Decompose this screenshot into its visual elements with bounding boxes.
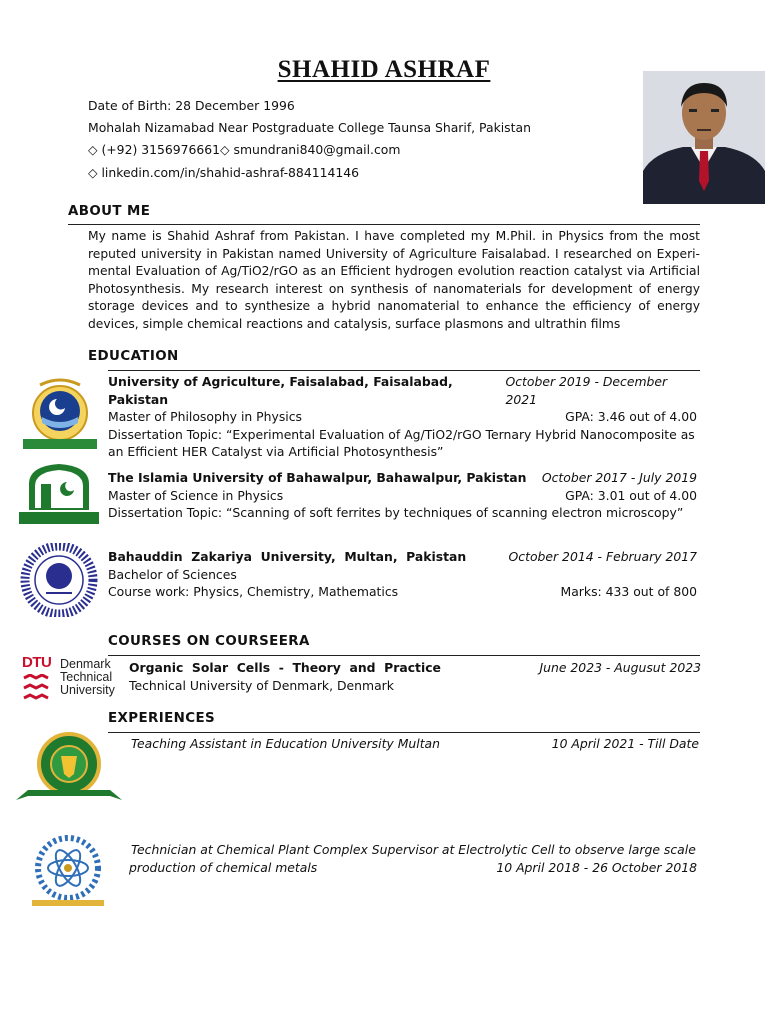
date-of-birth: Date of Birth: 28 December 1996 — [88, 98, 295, 113]
gpa: GPA: 3.46 out of 4.00 — [565, 409, 697, 424]
dtu-wordmark: Denmark Technical University — [60, 657, 115, 697]
candidate-name: SHAHID ASHRAF — [277, 56, 491, 83]
date-range: 10 April 2021 - Till Date — [551, 736, 699, 751]
dissertation-topic: Dissertation Topic: “Scanning of soft ferrites by techniques of scanning electron microscopy” — [108, 505, 684, 520]
education-divider — [108, 370, 700, 371]
marks: Marks: 433 out of 800 — [560, 584, 697, 599]
education-university-logo — [16, 730, 122, 804]
date-range: October 2019 - December 2021 — [505, 374, 668, 407]
iub-logo — [19, 462, 99, 525]
gpa: GPA: 3.01 out of 4.00 — [565, 487, 697, 503]
about-text: My name is Shahid Ashraf from Pakistan. I have completed my M.Phil. in Physics from the most reputed university in Pakistan named University of Agriculture Faisalabad. I researched on Experi-mental Evaluation of Ag/TiO2/rGO as an Efficient hydrogen evolution reaction catalyst via Artificial Photosynthesis. My research interest on synthesis of nanomaterials for development of energy storage devices and to synthesize a hybrid nanomaterial to enhance the efficiency of energy devices, simple chemical reactions and catalysis, surface plasmons and ultrathin films — [88, 229, 700, 331]
date-range: June 2023 - Augusut 2023 — [539, 660, 701, 675]
course-work: Course work: Physics, Chemistry, Mathematics — [108, 584, 399, 599]
date-range: 10 April 2018 - 26 October 2018 — [496, 859, 697, 875]
course-title: Organic Solar Cells - Theory and Practice — [129, 660, 441, 675]
about-heading: ABOUT ME — [68, 204, 151, 219]
courses-heading: COURSES ON COURSEERA — [108, 634, 310, 649]
school-name: The Islamia University of Bahawalpur, Bahawalpur, Pakistan — [108, 470, 527, 485]
date-range: October 2017 - July 2019 — [541, 470, 697, 485]
role: Teaching Assistant in Education University Multan — [131, 736, 440, 751]
experience-entry-2 — [131, 841, 697, 876]
role-continued: production of chemical metals — [129, 859, 318, 875]
education-entry-1 — [108, 373, 697, 461]
phone-email[interactable]: ◇ (+92) 3156976661◇ smundrani840@gmail.com — [88, 142, 401, 157]
uaf-logo — [20, 377, 100, 452]
school-name: Bahauddin Zakariya University, Multan, Pakistan — [108, 549, 467, 564]
dtu-abbr: DTU — [22, 654, 52, 671]
degree: Master of Science in Physics — [108, 487, 284, 503]
address: Mohalah Nizamabad Near Postgraduate College Taunsa Sharif, Pakistan — [88, 120, 531, 135]
linkedin-link[interactable]: ◇ linkedin.com/in/shahid-ashraf-884114146 — [88, 165, 359, 180]
bzu-logo — [16, 543, 102, 617]
degree: Master of Philosophy in Physics — [108, 409, 303, 424]
school-name: University of Agriculture, Faisalabad, Faisalabad, Pakistan — [108, 374, 453, 407]
education-entry-2 — [108, 469, 697, 522]
experience-entry-1 — [131, 735, 699, 753]
dtu-logo — [22, 654, 116, 704]
education-heading: EDUCATION — [88, 349, 179, 364]
course-provider: Technical University of Denmark, Denmark — [129, 677, 394, 693]
experiences-heading: EXPERIENCES — [108, 711, 216, 726]
experiences-divider — [108, 732, 700, 733]
about-divider — [68, 224, 700, 225]
courses-divider — [108, 655, 700, 656]
dissertation-topic: Dissertation Topic: “Experimental Evaluation of Ag/TiO2/rGO Ternary Hybrid Nanocomposite as an Efficient HER Catalyst via Artificial Photosynthesis” — [108, 426, 695, 459]
profile-photo — [643, 71, 765, 204]
education-entry-3 — [108, 548, 697, 601]
chemical-plant-logo — [22, 830, 114, 908]
date-range: October 2014 - February 2017 — [508, 549, 697, 564]
degree: Bachelor of Sciences — [108, 566, 237, 582]
course-entry — [129, 659, 701, 694]
role: Technician at Chemical Plant Complex Supervisor at Electrolytic Cell to observe large scale — [131, 842, 696, 857]
